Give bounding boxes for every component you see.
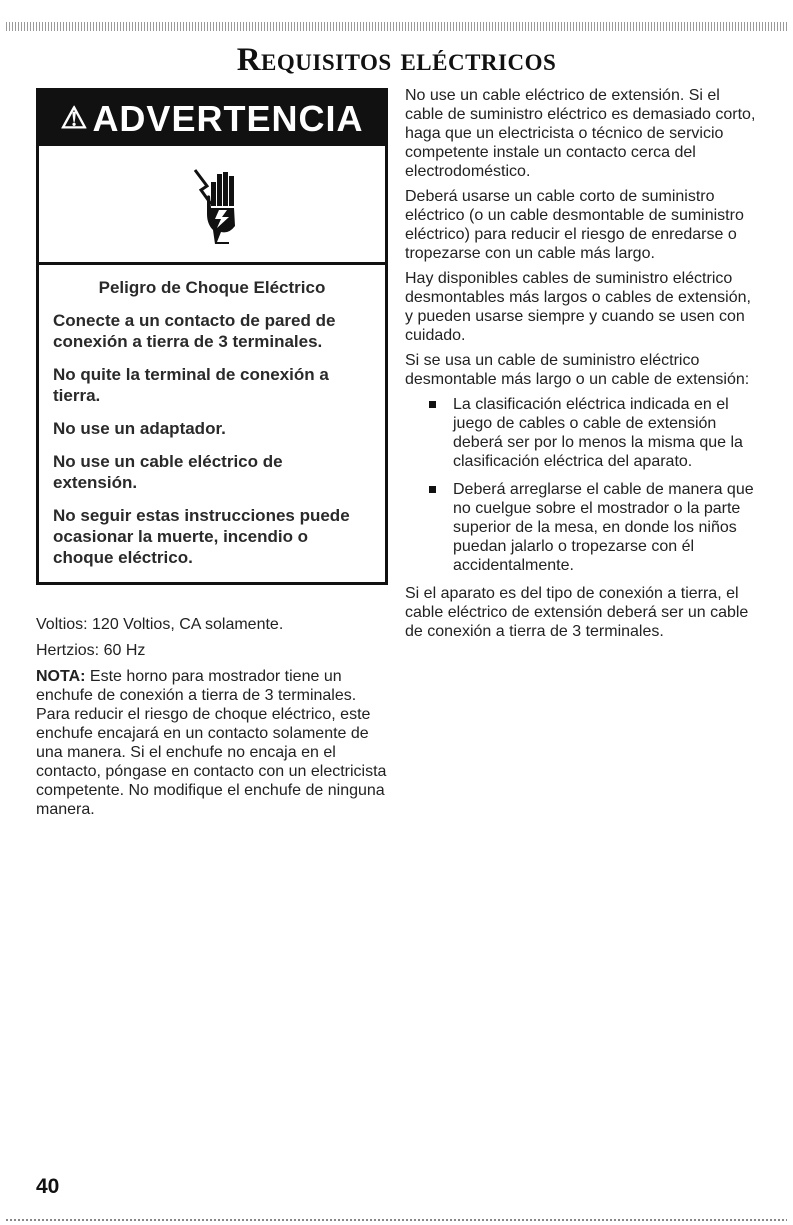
- closing-paragraph: Si el aparato es del tipo de conexión a tierra, el cable eléctrico de extensión deberá ser un cable de conexión a tierra de 3 terminales.: [405, 585, 749, 640]
- note-paragraph: [36, 667, 388, 819]
- paragraph: Si se usa un cable de suministro eléctrico desmontable más largo o un cable de extensión:: [405, 352, 750, 388]
- hertz-spec: Hertzios: 60 Hz: [36, 642, 146, 659]
- electric-shock-hand-icon: [177, 164, 247, 244]
- warning-line: Conecte a un contacto de pared de conexión a tierra de 3 terminales.: [53, 311, 336, 351]
- top-rule: [6, 22, 787, 31]
- bottom-rule: [6, 1219, 787, 1221]
- page-number: 40: [36, 1175, 60, 1198]
- warning-box: [36, 88, 388, 585]
- note-text: Este horno para mostrador tiene un enchufe de conexión a tierra de 3 terminales. Para reducir el riesgo de choque eléctrico, este enchufe encajará en un contacto solamente de una manera. Si el enchufe no encaja en el contacto, póngase en contacto con un electricista competente. No modifique el enchufe de ninguna manera.: [36, 668, 387, 818]
- voltage-spec: Voltios: 120 Voltios, CA solamente.: [36, 616, 284, 633]
- right-column: [405, 86, 757, 647]
- page-title: Requisitos eléctricos: [236, 42, 557, 78]
- warning-header-label: ADVERTENCIA: [92, 97, 364, 139]
- warning-icon-row: [39, 146, 385, 265]
- bullet-item: La clasificación eléctrica indicada en el juego de cables o cable de extensión deberá ser por lo menos la misma que la clasificación eléctrica del aparato.: [427, 395, 757, 471]
- warning-header: [39, 91, 385, 146]
- warning-line: No quite la terminal de conexión a tierra.: [53, 365, 329, 405]
- warning-line: No seguir estas instrucciones puede ocasionar la muerte, incendio o choque eléctrico.: [53, 506, 350, 567]
- warning-line: No use un adaptador.: [53, 419, 226, 438]
- warning-line: No use un cable eléctrico de extensión.: [53, 452, 283, 492]
- left-column: [36, 88, 388, 826]
- warning-line-title: Peligro de Choque Eléctrico: [98, 278, 326, 297]
- paragraph: No use un cable eléctrico de extensión. Si el cable de suministro eléctrico es demasiado corto, haga que un electricista o técnico de servicio competente instale un contacto cerca del electrodoméstico.: [405, 87, 756, 180]
- paragraph: Hay disponibles cables de suministro eléctrico desmontables más largos o cables de extensión, y pueden usarse siempre y cuando se usen con cuidado.: [405, 270, 751, 344]
- bullet-list: [405, 395, 757, 575]
- warning-body: [39, 265, 385, 582]
- note-label: NOTA:: [36, 668, 86, 685]
- bullet-item: Deberá arreglarse el cable de manera que no cuelgue sobre el mostrador o la parte superior de la mesa, en donde los niños puedan jalarlo o tropezarse con él accidentalmente.: [427, 480, 757, 575]
- paragraph: Deberá usarse un cable corto de suministro eléctrico (o un cable desmontable de suministro eléctrico) para reducir el riesgo de enredarse o tropezarse con un cable más largo.: [405, 188, 744, 262]
- warning-triangle-icon: ⚠: [60, 102, 89, 135]
